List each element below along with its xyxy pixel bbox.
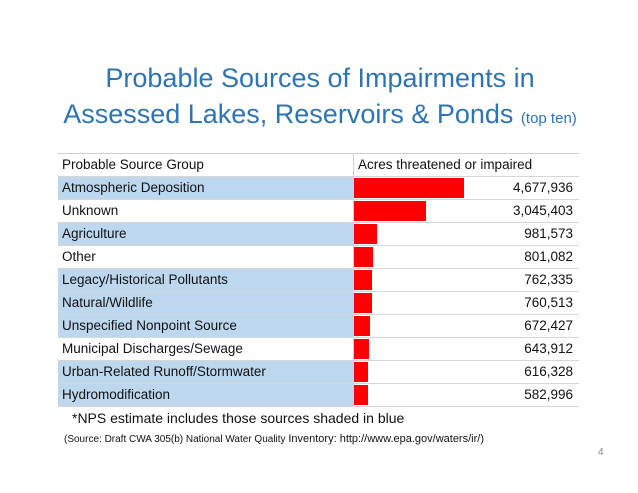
acres-cell xyxy=(353,315,579,337)
acres-cell xyxy=(353,384,579,406)
acres-bar xyxy=(354,201,426,221)
acres-bar xyxy=(354,316,370,336)
acres-value: 981,573 xyxy=(524,226,573,241)
acres-bar xyxy=(354,178,464,198)
acres-value: 616,328 xyxy=(524,364,573,379)
acres-bar xyxy=(354,339,369,359)
source-group-cell: Unknown xyxy=(62,203,119,218)
acres-value: 801,082 xyxy=(524,249,573,264)
source-citation-part1: (Source: Draft CWA 305(b) National Water Quality xyxy=(64,434,286,445)
acres-cell xyxy=(353,338,579,360)
header-acres-label: Acres threatened or impaired xyxy=(358,157,533,172)
nps-footnote: *NPS estimate includes those sources shaded in blue xyxy=(72,410,405,426)
table-row xyxy=(58,384,579,407)
table-row xyxy=(58,177,579,200)
page-number: 4 xyxy=(598,447,604,458)
acres-bar xyxy=(354,270,372,290)
acres-cell xyxy=(353,200,579,222)
table-row xyxy=(58,315,579,338)
acres-value: 672,427 xyxy=(524,318,573,333)
table-row xyxy=(58,361,579,384)
source-group-cell: Agriculture xyxy=(58,223,353,245)
source-group-cell: Natural/Wildlife xyxy=(58,292,353,314)
acres-cell xyxy=(353,292,579,314)
acres-value: 582,996 xyxy=(524,387,573,402)
source-group-cell: Legacy/Historical Pollutants xyxy=(58,269,353,291)
source-group-cell: Municipal Discharges/Sewage xyxy=(62,341,243,356)
acres-value: 3,045,403 xyxy=(512,203,573,218)
source-citation xyxy=(64,433,484,445)
slide-title-main: Assessed Lakes, Reservoirs & Ponds xyxy=(63,99,514,129)
source-group-cell: Atmospheric Deposition xyxy=(58,177,353,199)
slide-title-suffix: (top ten) xyxy=(520,110,577,127)
acres-cell xyxy=(353,246,579,268)
acres-cell xyxy=(353,223,579,245)
acres-value: 4,677,936 xyxy=(512,180,573,195)
acres-value: 643,912 xyxy=(524,341,573,356)
table-row xyxy=(58,338,579,361)
acres-value: 760,513 xyxy=(524,295,573,310)
acres-cell xyxy=(353,361,579,383)
table-row xyxy=(58,200,579,223)
slide-title-line1: Probable Sources of Impairments in xyxy=(105,63,535,93)
acres-bar xyxy=(354,293,372,313)
acres-bar xyxy=(354,385,368,405)
acres-bar xyxy=(354,224,377,244)
header-acres xyxy=(353,154,579,176)
source-citation-part2: Inventory: http://www.epa.gov/waters/ir/) xyxy=(288,433,484,445)
table-row xyxy=(58,223,579,246)
source-group-cell: Other xyxy=(62,249,96,264)
table-row xyxy=(58,246,579,269)
table-row xyxy=(58,292,579,315)
acres-bar xyxy=(354,247,373,267)
source-group-cell: Urban-Related Runoff/Stormwater xyxy=(58,361,353,383)
acres-cell xyxy=(353,269,579,291)
table-header-row xyxy=(58,154,579,177)
table-row xyxy=(58,269,579,292)
acres-cell xyxy=(353,177,579,199)
header-source-group: Probable Source Group xyxy=(62,157,204,172)
impairment-sources-table xyxy=(58,153,579,407)
acres-value: 762,335 xyxy=(524,272,573,287)
slide-title-line2 xyxy=(20,96,620,137)
acres-bar xyxy=(354,362,368,382)
source-group-cell: Hydromodification xyxy=(58,384,353,406)
source-group-cell: Unspecified Nonpoint Source xyxy=(58,315,353,337)
